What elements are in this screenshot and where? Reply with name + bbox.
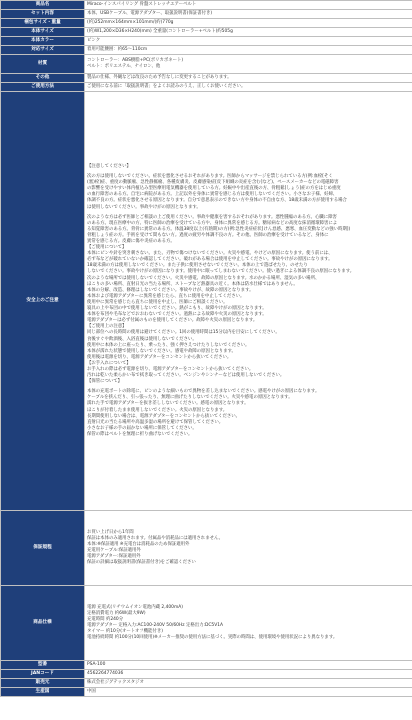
spec-row-material bbox=[1, 55, 412, 74]
spec-value-line: は使用しないでください。事故やけがの原因となります。 bbox=[87, 204, 201, 210]
spec-value-line: 4562264774036 bbox=[87, 670, 124, 676]
spec-value-line: 【ご使用上の注意】 bbox=[87, 324, 127, 330]
spec-row-body-color bbox=[1, 37, 412, 46]
spec-row-jan-code bbox=[1, 670, 412, 679]
spec-row-model-number bbox=[1, 661, 412, 670]
spec-value bbox=[85, 1, 412, 10]
spec-value-line: 本体にピンや針を突き刺さない。また、刃物で傷つけないでください。火災や感電、やけどの原因になります。使う前には、 bbox=[87, 251, 333, 257]
spec-value bbox=[85, 661, 412, 670]
spec-row-product-name bbox=[1, 1, 412, 10]
spec-value-line: 濡れた手で電源アダプターを抜き差ししないでください。感電の原因となります。 bbox=[87, 401, 249, 407]
spec-value-line: 小さなお子様の手の届かない場所に保管してください。 bbox=[87, 425, 197, 431]
spec-row-package-size bbox=[1, 19, 412, 28]
spec-value-line: (約)252mm×164mm×101mm/(約)770g bbox=[87, 19, 174, 25]
spec-value bbox=[85, 586, 412, 661]
spec-label: 梱包サイズ・重量 bbox=[1, 19, 85, 28]
spec-value-line: タイマー 約10分(オートオフ機能付き) bbox=[87, 629, 163, 635]
spec-value-line: 【注意してください】 bbox=[87, 163, 131, 169]
spec-value-line: PSA-100 bbox=[87, 661, 106, 667]
spec-table-body bbox=[1, 1, 412, 697]
spec-value-line: る知覚障害のある方。背骨に異常のある方。体温38度以上(有熱期)の方(例:急性炎症症状[けん怠感、悪寒、血圧変動などの強い時期]) bbox=[87, 226, 351, 232]
spec-value bbox=[85, 55, 412, 74]
spec-value-line: 使用後は電源を切り、電源アダプターをコンセントから抜いてください。 bbox=[87, 354, 232, 360]
spec-value-line: ご使用になる前に「取扱説明書」をよくお読みのうえ、正しくお使いください。 bbox=[87, 83, 246, 89]
spec-value-line: ほこりの多い場所、直射日光の当たる場所、ストーブなど熱器具の近く。本体は防水仕様ではありません。 bbox=[87, 281, 298, 287]
spec-value bbox=[85, 92, 412, 511]
spec-label: 保証規程 bbox=[1, 511, 85, 586]
spec-value-line: 保証は本体のみ適用されます。付属品や消耗品には適用されません。 bbox=[87, 535, 224, 541]
spec-label: 生産国 bbox=[1, 688, 85, 697]
spec-label: 本体サイズ bbox=[1, 28, 85, 37]
spec-value-line: 長期間使用しない場合は、電源アダプターをコンセントから抜いてください。 bbox=[87, 413, 241, 419]
spec-label: ご使用方法 bbox=[1, 83, 85, 92]
spec-value bbox=[85, 688, 412, 697]
spec-value-line: 【保管について】 bbox=[87, 379, 123, 385]
spec-value-line: 定格消費電力 約6W(最大9W) bbox=[87, 610, 146, 616]
spec-label: セット内容 bbox=[1, 10, 85, 19]
spec-value-line: 株式会社ジグテックスタジオ bbox=[87, 679, 144, 685]
spec-value-line: 本体:※保証適用 ※充電台は消耗品のため保証適用外 bbox=[87, 541, 190, 547]
spec-label: 材質 bbox=[1, 55, 85, 74]
spec-row-seller bbox=[1, 679, 412, 688]
spec-value-line: 本体の分解、改造、修理はしないでください。事故やけが、故障の原因となります。 bbox=[87, 287, 254, 293]
spec-value-line: 本体が濡れた状態で使用しないでください。感電や故障の原因となります。 bbox=[87, 348, 236, 354]
spec-label: 安全上のご注意 bbox=[1, 92, 85, 511]
spec-value-line: 電源アダプター 定格入力:AC100-240V 50/60Hz 定格出力:DC5V1A bbox=[87, 623, 224, 628]
spec-value-line: 本体を布団や毛布などでおおわないでください。過熱による故障や火災の原因となります。 bbox=[87, 312, 267, 318]
spec-value-line: しないでください。事故やけがの原因になります。使用中に眠ってしまわないでください。使い過ぎによる体調不良の原因になります。 bbox=[87, 269, 355, 275]
spec-value-line: の血行障害のある方。自宅に病院がある方。上記以外を身体に異常を感じる方は使用しないでください。小さなお子様、妊婦、 bbox=[87, 192, 338, 198]
spec-value bbox=[85, 28, 412, 37]
spec-value-line: 充電時間 約240分 bbox=[87, 616, 124, 622]
spec-value-line: 必ず布などが破れていないか確認してください。破れがある場合は使用を中止してください。事故やけがの原因になります。 bbox=[87, 257, 333, 263]
spec-value bbox=[85, 10, 412, 19]
spec-value-line: の影響を受けやすい体内植込み型医療用電気機器を使用している方。妊娠中や出産直後の方、骨粗鬆[しょう]症の方をはじめ重度 bbox=[87, 186, 341, 192]
spec-row-warranty bbox=[1, 511, 412, 586]
spec-value-line: 中国 bbox=[87, 688, 96, 694]
spec-value-line: ケーブルを挟んだり、引っ張ったり、無理に曲げたりしないでください。火災や感電の原因となります。 bbox=[87, 395, 293, 401]
spec-row-body-size bbox=[1, 28, 412, 37]
spec-value-line: お買い上げ日から1年間 bbox=[87, 529, 134, 535]
spec-row-safety-notes bbox=[1, 92, 412, 511]
spec-label: 商品仕様 bbox=[1, 586, 85, 661]
spec-value-line: のある方。現在医療中の方、特に医師の治療を受けている方や、身体に異常を感じる方。糖尿病などの高度な抹消循環障害によ bbox=[87, 220, 338, 226]
spec-value-line: (約)W1,200×D36×H240(mm) 全重量(コントローラー+ベルト)約505g bbox=[87, 28, 233, 34]
spec-value bbox=[85, 74, 412, 83]
spec-value-line: 電池持続時間 約100分(10回使用)※メーカー推奨の使用方法に基づく。実際の時間は、使用環境や使用状況により異なります。 bbox=[87, 635, 338, 641]
spec-value-line: 本体の充電ポートの除電に、ピンのような細いもので異物を差し込まないでください。感電やけがの原因になります。 bbox=[87, 389, 320, 395]
spec-value-line: ほこりが付着したまま使用しないでください。火災の原因となります。 bbox=[87, 407, 228, 413]
spec-value-line: 異常を感じる方。皮膚に傷や炎症のある方。 bbox=[87, 239, 175, 245]
spec-value-line: 充電用ケーブル:保証適用外 bbox=[87, 548, 141, 553]
spec-value-line: 保証の詳細は取扱説明書(保証書付き)をご確認ください bbox=[87, 560, 196, 566]
spec-value-line: ベルト：ポリエステル、ナイロン、他 bbox=[87, 64, 161, 69]
spec-row-country bbox=[1, 688, 412, 697]
spec-value-line: 【ご使用について】 bbox=[87, 245, 127, 251]
spec-row-set-contents bbox=[1, 10, 412, 19]
spec-row-other bbox=[1, 74, 412, 83]
spec-value-line: 次のような方は必ず医師とご相談の上ご使用ください。事故や健康を害するおそれがあります。悪性腫瘍のある方。心臓に障害 bbox=[87, 214, 337, 220]
spec-value-line: 電源 充電式(リチウムイオン電池内蔵 2,400mA) bbox=[87, 604, 183, 610]
spec-value-line: 使用中に本体の上に座ったり、乗ったり、強く押さえつけたりしないでください。 bbox=[87, 342, 250, 348]
spec-value-line: 電源アダプターは必ず付属のものを使用してください。故障や火災の原因となります。 bbox=[87, 318, 258, 324]
spec-value-line: 食後すぐや飲酒後、入浴直後は使用しないでください。 bbox=[87, 336, 197, 342]
spec-value-line: 【お手入れについて】 bbox=[87, 360, 131, 366]
spec-value-line: 保管の際はベルトを無理に折り曲げないでください。 bbox=[87, 431, 193, 437]
spec-label: その他 bbox=[1, 74, 85, 83]
spec-value bbox=[85, 670, 412, 679]
spec-label: 対応サイズ bbox=[1, 46, 85, 55]
spec-label: 販売元 bbox=[1, 679, 85, 688]
spec-value-line: 製品の仕様、外観などは改良のため予告なしに変更することがあります。 bbox=[87, 74, 232, 80]
spec-value-line: 骨粗しょう症の方。手術を受けて間もない方。過度の疲労や体調不良の方。その他、医師の治療を受けているなど、身体に bbox=[87, 232, 329, 238]
spec-label: 型番 bbox=[1, 661, 85, 670]
spec-label: JANコード bbox=[1, 670, 85, 679]
spec-value-line: ピンク bbox=[87, 37, 101, 43]
spec-value-line: 電源アダプター:保証適用外 bbox=[87, 554, 141, 560]
spec-value-line: 寝具の上や布団の中で使用しないでください。熱がこもり、故障やけがの原因となります。 bbox=[87, 306, 267, 312]
spec-value bbox=[85, 679, 412, 688]
spec-label: 本体カラー bbox=[1, 37, 85, 46]
spec-row-specs bbox=[1, 586, 412, 661]
spec-value bbox=[85, 46, 412, 55]
spec-value-line: 次の方は使用しないでください。症状を悪化させるおそれがあります。医師からマッサージを禁じられている方(例:血栓[そく bbox=[87, 174, 333, 180]
spec-value-line: 着用可能腰囲：約65～110cm bbox=[87, 46, 148, 52]
spec-value-line: 次のような場所では使用しないでください。火災や感電、故障の原因となります。水のかかる場所、湿気の多い場所、 bbox=[87, 275, 320, 281]
spec-value-line: 18歳未満の方は使用しないでください。また子供に使用させないでください。本体の上で遊ばせたり、のせたり bbox=[87, 263, 308, 269]
spec-label: 商品名 bbox=[1, 1, 85, 10]
spec-value bbox=[85, 37, 412, 46]
spec-row-usage bbox=[1, 83, 412, 92]
spec-value-line: 本体および電源アダプターに異常を感じたら、直ちに使用を中止してください。 bbox=[87, 293, 245, 299]
spec-value-line: 本体、USBケーブル、電源アダプター、取扱説明書(保証書付き) bbox=[87, 10, 213, 16]
spec-value bbox=[85, 83, 412, 92]
spec-value-line: コントローラー：ABS樹脂+PC(ポリカボネート) bbox=[87, 57, 184, 63]
spec-value-line: 同じ部位への長時間の使用は避けてください。1回の使用時間は15分以内を目安にしてください。 bbox=[87, 330, 280, 336]
spec-value-line: 汚れは乾いた柔らかい布で拭き取ってください。ベンジンやシンナーなどは使用しないでください。 bbox=[87, 373, 285, 379]
spec-value-line: Miraco-インスパイリング 骨盤ストレッチエアーベルト bbox=[87, 1, 197, 7]
spec-value-line: 体調不良の方。症状を悪化させる原因となります。自分で意思表示のできない方や身体の不自由な方、18歳未満の方が使用する場合 bbox=[87, 198, 347, 204]
spec-value-line: 直射日光の当たる場所や高温多湿の場所を避けて保管してください。 bbox=[87, 419, 224, 425]
spec-value bbox=[85, 19, 412, 28]
spec-value-line: (塞)栓]症、重度の動脈瘤、急性静脈瘤、各種皮膚炎、皮膚感染症[皮下組織の炎症を含む]など)、ペースメーカーなどの電磁障害 bbox=[87, 180, 339, 186]
spec-value-line: お手入れの際は必ず電源を切り、電源アダプターをコンセントから抜いてください。 bbox=[87, 366, 254, 372]
spec-value-line: 使用中に異常を感じたら直ちに使用を中止し、医師にご相談ください。 bbox=[87, 299, 228, 305]
spec-row-fit-size bbox=[1, 46, 412, 55]
spec-value bbox=[85, 511, 412, 586]
